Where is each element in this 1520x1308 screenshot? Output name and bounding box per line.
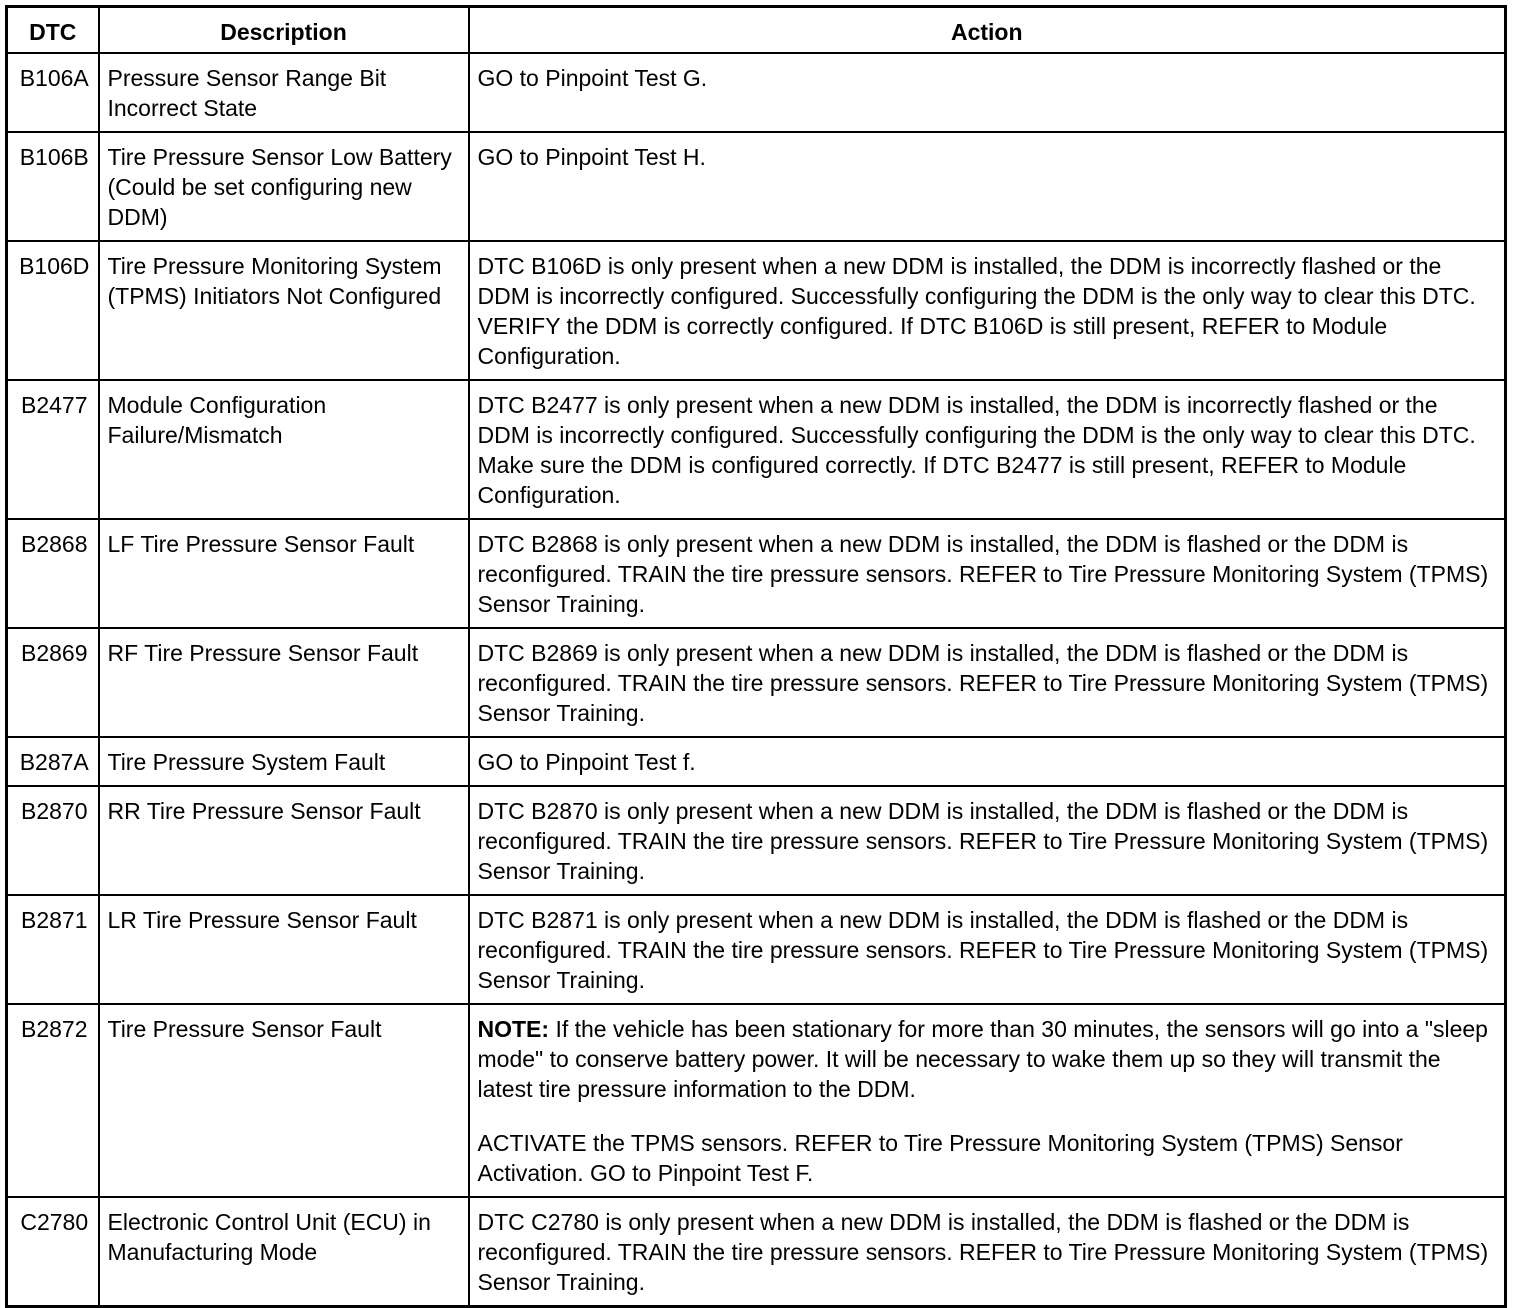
dtc-code: C2780 [7, 1197, 99, 1307]
dtc-action: GO to Pinpoint Test H. [469, 132, 1506, 241]
dtc-description: RF Tire Pressure Sensor Fault [99, 628, 469, 737]
table-row [7, 628, 1506, 737]
table-row [7, 895, 1506, 1004]
table-header-row [7, 7, 1506, 54]
dtc-description: LR Tire Pressure Sensor Fault [99, 895, 469, 1004]
dtc-action: DTC B106D is only present when a new DDM is installed, the DDM is incorrectly flashed or the DDM is incorrectly configured. Successfully configuring the DDM is the only way to clear this DTC. VERIFY the DDM is correctly configured. If DTC B106D is still present, REFER to Module Configuration. [469, 241, 1506, 380]
dtc-action: DTC C2780 is only present when a new DDM is installed, the DDM is flashed or the DDM is reconfigured. TRAIN the tire pressure sensors. REFER to Tire Pressure Monitoring System (TPMS) Sensor Training. [469, 1197, 1506, 1307]
dtc-action: DTC B2871 is only present when a new DDM is installed, the DDM is flashed or the DDM is reconfigured. TRAIN the tire pressure sensors. REFER to Tire Pressure Monitoring System (TPMS) Sensor Training. [469, 895, 1506, 1004]
dtc-code: B2871 [7, 895, 99, 1004]
table-row [7, 53, 1506, 132]
table-row [7, 519, 1506, 628]
dtc-description: Tire Pressure Sensor Low Battery (Could be set configuring new DDM) [99, 132, 469, 241]
dtc-description: Module Configuration Failure/Mismatch [99, 380, 469, 519]
dtc-description: Tire Pressure Monitoring System (TPMS) Initiators Not Configured [99, 241, 469, 380]
header-dtc: DTC [7, 7, 99, 54]
dtc-description: Tire Pressure Sensor Fault [99, 1004, 469, 1197]
dtc-code: B106A [7, 53, 99, 132]
note-label: NOTE: [477, 1016, 550, 1042]
dtc-code: B106B [7, 132, 99, 241]
dtc-code: B2477 [7, 380, 99, 519]
table-row [7, 380, 1506, 519]
dtc-action: DTC B2868 is only present when a new DDM is installed, the DDM is flashed or the DDM is reconfigured. TRAIN the tire pressure sensors. REFER to Tire Pressure Monitoring System (TPMS) Sensor Training. [469, 519, 1506, 628]
note-text: If the vehicle has been stationary for more than 30 minutes, the sensors will go into a "sleep mode" to conserve battery power. It will be necessary to wake them up so they will transmit the latest tire pressure information to the DDM. [477, 1016, 1488, 1102]
dtc-action: DTC B2869 is only present when a new DDM is installed, the DDM is flashed or the DDM is reconfigured. TRAIN the tire pressure sensors. REFER to Tire Pressure Monitoring System (TPMS) Sensor Training. [469, 628, 1506, 737]
dtc-description: Electronic Control Unit (ECU) in Manufacturing Mode [99, 1197, 469, 1307]
table-row [7, 1197, 1506, 1307]
dtc-action-cell [469, 1004, 1506, 1197]
header-description: Description [99, 7, 469, 54]
dtc-action: GO to Pinpoint Test G. [469, 53, 1506, 132]
dtc-action: DTC B2477 is only present when a new DDM is installed, the DDM is incorrectly flashed or the DDM is incorrectly configured. Successfully configuring the DDM is the only way to clear this DTC. Make sure the DDM is configured correctly. If DTC B2477 is still present, REFER to Module Configuration. [469, 380, 1506, 519]
dtc-code: B106D [7, 241, 99, 380]
dtc-description: RR Tire Pressure Sensor Fault [99, 786, 469, 895]
dtc-description: Pressure Sensor Range Bit Incorrect State [99, 53, 469, 132]
dtc-code: B2870 [7, 786, 99, 895]
table-row [7, 737, 1506, 786]
table-row [7, 241, 1506, 380]
table-row [7, 132, 1506, 241]
note-paragraph [478, 1014, 1497, 1104]
dtc-action: GO to Pinpoint Test f. [469, 737, 1506, 786]
dtc-description: Tire Pressure System Fault [99, 737, 469, 786]
dtc-description: LF Tire Pressure Sensor Fault [99, 519, 469, 628]
table-row [7, 1004, 1506, 1197]
dtc-code: B2872 [7, 1004, 99, 1197]
dtc-action: ACTIVATE the TPMS sensors. REFER to Tire Pressure Monitoring System (TPMS) Sensor Activation. GO to Pinpoint Test F. [477, 1130, 1403, 1186]
dtc-code: B2868 [7, 519, 99, 628]
dtc-action: DTC B2870 is only present when a new DDM is installed, the DDM is flashed or the DDM is reconfigured. TRAIN the tire pressure sensors. REFER to Tire Pressure Monitoring System (TPMS) Sensor Training. [469, 786, 1506, 895]
dtc-code: B2869 [7, 628, 99, 737]
header-action: Action [469, 7, 1506, 54]
table-row [7, 786, 1506, 895]
dtc-table [5, 5, 1507, 1308]
dtc-code: B287A [7, 737, 99, 786]
